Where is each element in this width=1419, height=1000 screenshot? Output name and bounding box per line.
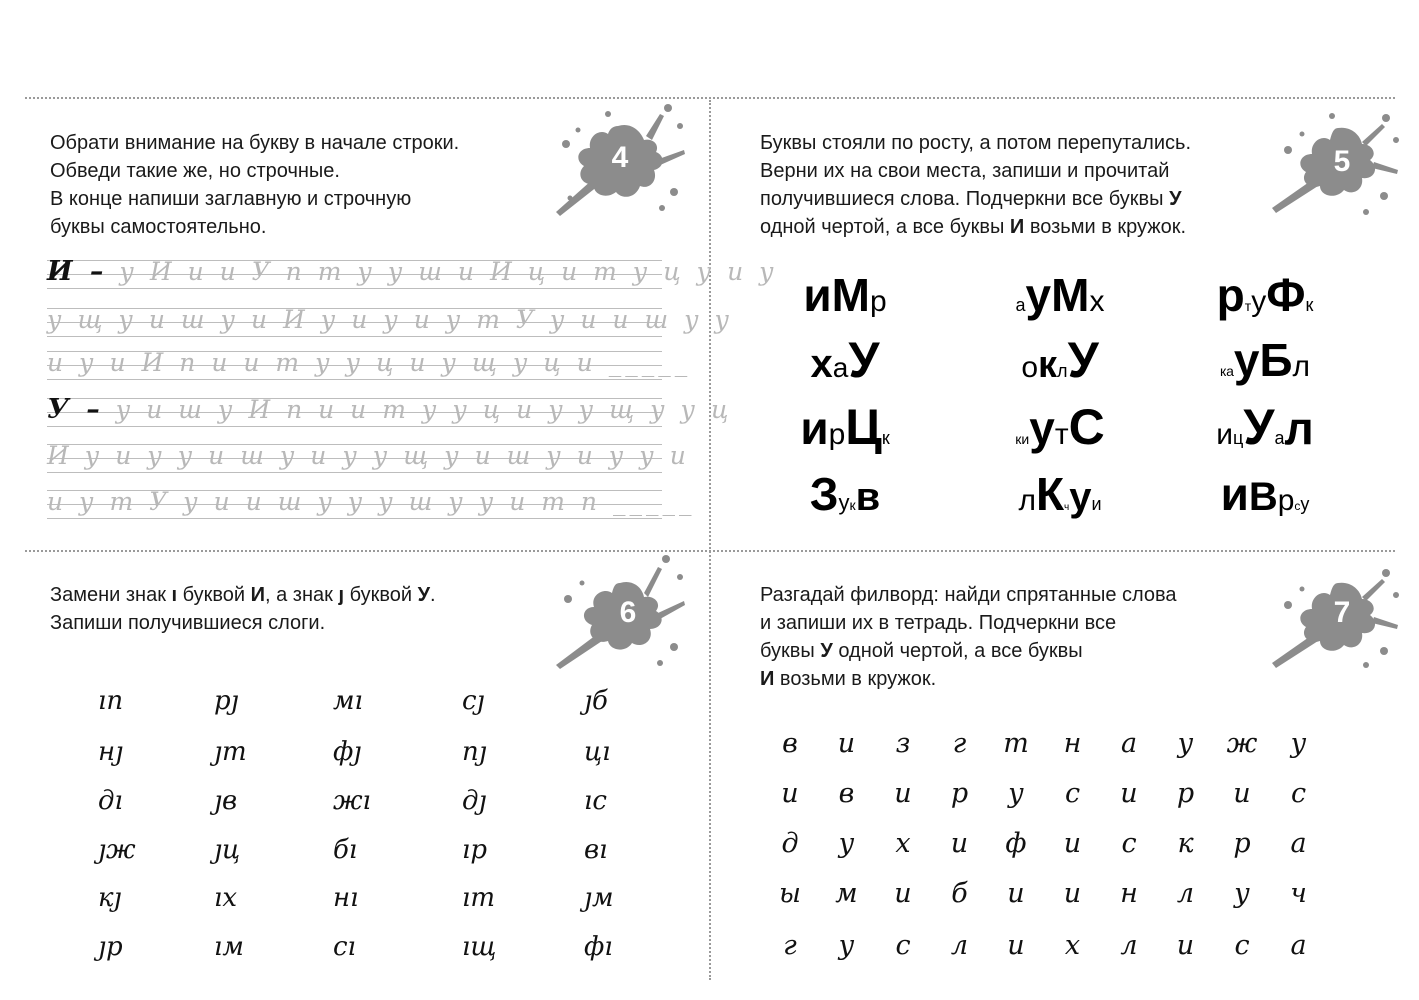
fillword-cell: х: [1064, 930, 1081, 961]
fillword-cell: и: [894, 878, 912, 909]
fillword-cell: в: [782, 728, 798, 759]
copy-row-4: [47, 390, 733, 434]
word-letter: а: [832, 352, 849, 383]
task-5-instructions: Буквы стояли по росту, а потом перепутались. Верни их на свои места, запиши и прочитай получившиеся слова. Подчеркни все буквы У одной чертой, а все буквы И возьми в кружок.: [760, 132, 1191, 238]
copy-row-trace: у И и и У п т у у ш и И ц и т у ц у и у: [119, 257, 778, 286]
fillword-cell: б: [951, 878, 968, 909]
syllable-item: нȷ: [98, 737, 124, 767]
syllable-item: ȷж: [98, 835, 136, 865]
copy-row-lead: И –: [47, 256, 108, 287]
fillword-cell: и: [1007, 930, 1025, 961]
word-letter: ц: [1233, 428, 1244, 448]
scrambled-word: [1165, 462, 1365, 526]
task-6-number: 6: [619, 596, 637, 629]
word-letter: и: [1091, 494, 1102, 514]
syllable-item: ȷб: [584, 686, 608, 716]
fillword-cell: р: [950, 778, 969, 809]
word-letter: и: [803, 269, 832, 321]
syllable-item: ıс: [584, 786, 607, 816]
word-letter: у: [1233, 334, 1260, 386]
fillword-cell: х: [895, 828, 911, 859]
fillword-cell: н: [1063, 728, 1082, 759]
syllable-item: ıр: [462, 835, 487, 865]
word-letter: у: [1069, 475, 1092, 519]
word-letter: у: [1251, 285, 1267, 318]
syllable-item: ıт: [462, 883, 495, 913]
copy-row-1: [47, 252, 778, 296]
fillword-cell: у: [838, 828, 855, 859]
syllable-item: пȷ: [462, 737, 487, 767]
task-5-number: 5: [1333, 145, 1351, 178]
word-letter: а: [1274, 428, 1285, 448]
word-letter: х: [1089, 285, 1105, 318]
fillword-cell: т: [1003, 728, 1029, 759]
scrambled-word: [960, 462, 1160, 526]
copy-row-5: [47, 436, 690, 480]
syllable-item: фı: [584, 932, 613, 962]
scrambled-word: [1165, 263, 1365, 327]
word-letter: к: [849, 497, 856, 513]
word-letter: У: [1243, 399, 1275, 455]
fillword-cell: у: [1008, 778, 1024, 809]
copy-row-trace: у щ у и ш у и И у и у и у т У у и и ш у у: [47, 305, 734, 334]
fillword-cell: и: [1007, 878, 1025, 909]
fillword-cell: у: [1177, 728, 1194, 759]
word-letter: л: [1284, 402, 1314, 454]
fillword-cell: а: [1120, 728, 1138, 759]
scrambled-word: [960, 328, 1160, 392]
fillword-cell: л: [1176, 878, 1195, 909]
syllable-item: сı: [333, 932, 356, 962]
syllable-item: фȷ: [333, 737, 362, 767]
syllable-item: нı: [333, 883, 359, 913]
word-letter: т: [1244, 298, 1252, 314]
word-letter: в: [855, 475, 881, 519]
word-letter: к: [881, 428, 890, 448]
sign-i: ı: [171, 584, 178, 606]
task-6-badge: [548, 553, 688, 673]
bold-letter-u: У: [1169, 188, 1182, 210]
task-7-badge: [1262, 553, 1402, 673]
word-letter: М: [831, 269, 870, 321]
word-letter: М: [1051, 269, 1090, 321]
fillword-cell: с: [1064, 778, 1081, 809]
fillword-cell: ы: [779, 878, 801, 909]
syllable-item: сȷ: [462, 686, 485, 716]
word-letter: Б: [1259, 334, 1293, 386]
syllable-item: кȷ: [98, 883, 122, 913]
word-letter: К: [1035, 468, 1065, 520]
word-letter: т: [1054, 418, 1069, 451]
word-letter: и: [800, 402, 829, 454]
scrambled-word: [745, 328, 945, 392]
word-letter: к: [1305, 295, 1314, 315]
word-letter: к: [1219, 363, 1227, 379]
word-letter: р: [869, 285, 887, 318]
word-letter: Ф: [1266, 269, 1306, 321]
scrambled-word: [745, 263, 945, 327]
syllable-item: рȷ: [214, 686, 239, 716]
copy-row-trace: и у т У у и и ш у у у ш у у и т п _____: [47, 487, 696, 516]
syllable-item: дı: [98, 786, 123, 816]
top-divider: [25, 97, 1395, 99]
fillword-cell: с: [895, 930, 911, 961]
task-5-badge: [1262, 100, 1402, 220]
word-letter: а: [1226, 363, 1234, 379]
word-letter: Ц: [845, 399, 882, 455]
scrambled-word: [1165, 328, 1365, 392]
fillword-cell: с: [1234, 930, 1250, 961]
task-6-instructions: Замени знак ı буквой И, а знак ȷ буквой У. Запиши получившиеся слоги.: [50, 584, 436, 634]
syllable-item: ȷв: [214, 786, 238, 816]
scrambled-word: [960, 395, 1160, 459]
syllable-item: дȷ: [462, 786, 487, 816]
copy-row-trace: и у и И п и и т у у ц и у щ у ц и _____: [47, 348, 692, 377]
syllable-item: ıщ: [462, 932, 497, 962]
word-letter: С: [1068, 399, 1105, 455]
copy-row-trace: И у и у у и ш у и у у щ у и ш у и у у и: [47, 441, 690, 470]
fillword-cell: у: [1234, 878, 1250, 909]
word-letter: х: [810, 342, 833, 386]
copy-row-lead: У –: [47, 394, 104, 425]
fillword-cell: у: [838, 930, 855, 961]
word-letter: у: [838, 490, 850, 515]
word-letter: и: [1021, 431, 1030, 447]
syllable-item: вı: [584, 835, 608, 865]
word-letter: р: [1277, 484, 1295, 517]
word-letter: и: [1220, 468, 1249, 520]
syllable-item: мı: [333, 686, 363, 716]
fillword-cell: и: [837, 728, 856, 759]
word-letter: с: [1294, 499, 1301, 513]
syllable-item: бı: [333, 835, 358, 865]
sign-u: ȷ: [338, 584, 345, 606]
fillword-cell: з: [895, 728, 911, 759]
syllable-item: жı: [333, 786, 371, 816]
word-letter: у: [1300, 494, 1310, 514]
fillword-cell: г: [783, 930, 797, 961]
syllable-item: ıх: [214, 883, 237, 913]
task-7-instructions: Разгадай филворд: найди спрятанные слова и запиши их в тетрадь. Подчеркни все буквы У одной чертой, а все буквы И возьми в кружок.: [760, 584, 1177, 690]
fillword-cell: и: [1176, 930, 1195, 961]
fillword-cell: и: [1063, 828, 1082, 859]
fillword-cell: и: [950, 828, 969, 859]
scrambled-word: [745, 395, 945, 459]
fillword-cell: к: [1177, 828, 1194, 859]
syllable-item: ȷц: [214, 835, 241, 865]
fillword-cell: д: [781, 828, 799, 859]
fillword-cell: у: [1290, 728, 1307, 759]
task-4-number: 4: [611, 141, 629, 174]
word-letter: ч: [1064, 502, 1070, 513]
fillword-cell: ч: [1290, 878, 1307, 909]
fillword-cell: ф: [1005, 828, 1027, 859]
word-letter: а: [1015, 295, 1026, 315]
fillword-cell: и: [1063, 878, 1082, 909]
fillword-cell: р: [1176, 778, 1195, 809]
syllable-item: ȷт: [214, 737, 247, 767]
fillword-cell: и: [1120, 778, 1138, 809]
word-letter: В: [1248, 475, 1278, 519]
word-letter: у: [1025, 269, 1052, 321]
center-divider: [709, 100, 711, 980]
fillword-cell: л: [1120, 930, 1138, 961]
copy-row-trace: у и ш у И п и и т у у ц и у у щ у у ц: [115, 395, 733, 424]
fillword-cell: р: [1233, 828, 1251, 859]
fillword-cell: г: [952, 728, 967, 759]
word-letter: У: [1067, 332, 1099, 388]
syllable-item: ȷр: [98, 932, 123, 962]
word-letter: У: [848, 332, 880, 388]
fillword-cell: л: [950, 930, 969, 961]
word-letter: и: [1216, 418, 1234, 451]
task-4-instructions: Обрати внимание на букву в начале строки. Обведи такие же, но строчные. В конце напиши заглавную и строчную буквы самостоятельно.: [50, 132, 460, 238]
word-letter: л: [1057, 361, 1068, 381]
fillword-cell: с: [1290, 778, 1307, 809]
fillword-cell: и: [781, 778, 799, 809]
copy-row-3: [47, 343, 692, 387]
word-letter: л: [1292, 350, 1311, 383]
syllable-item: цı: [584, 737, 611, 767]
word-letter: р: [1216, 269, 1245, 321]
word-letter: р: [828, 418, 846, 451]
syllable-item: ıм: [214, 932, 244, 962]
copy-row-6: [47, 482, 696, 526]
scrambled-word: [745, 462, 945, 526]
word-letter: л: [1018, 484, 1036, 517]
fillword-cell: а: [1290, 930, 1307, 961]
fillword-cell: а: [1290, 828, 1307, 859]
word-letter: о: [1021, 351, 1039, 384]
fillword-cell: н: [1120, 878, 1138, 909]
syllable-item: ȷм: [584, 883, 614, 913]
fillword-cell: ж: [1226, 728, 1258, 759]
fillword-cell: и: [894, 778, 912, 809]
task-7-number: 7: [1333, 596, 1351, 629]
copy-row-2: [47, 300, 734, 344]
bold-letter-i: И: [1009, 216, 1025, 238]
scrambled-word: [960, 263, 1160, 327]
syllable-item: ıп: [98, 686, 124, 716]
fillword-cell: м: [835, 878, 858, 909]
word-letter: у: [1029, 402, 1055, 454]
fillword-cell: с: [1121, 828, 1137, 859]
word-letter: к: [1015, 431, 1022, 447]
scrambled-word: [1165, 395, 1365, 459]
fillword-cell: в: [838, 778, 855, 809]
word-letter: З: [809, 468, 839, 520]
word-letter: к: [1038, 344, 1058, 386]
fillword-cell: и: [1233, 778, 1251, 809]
task-4-badge: [548, 100, 688, 220]
